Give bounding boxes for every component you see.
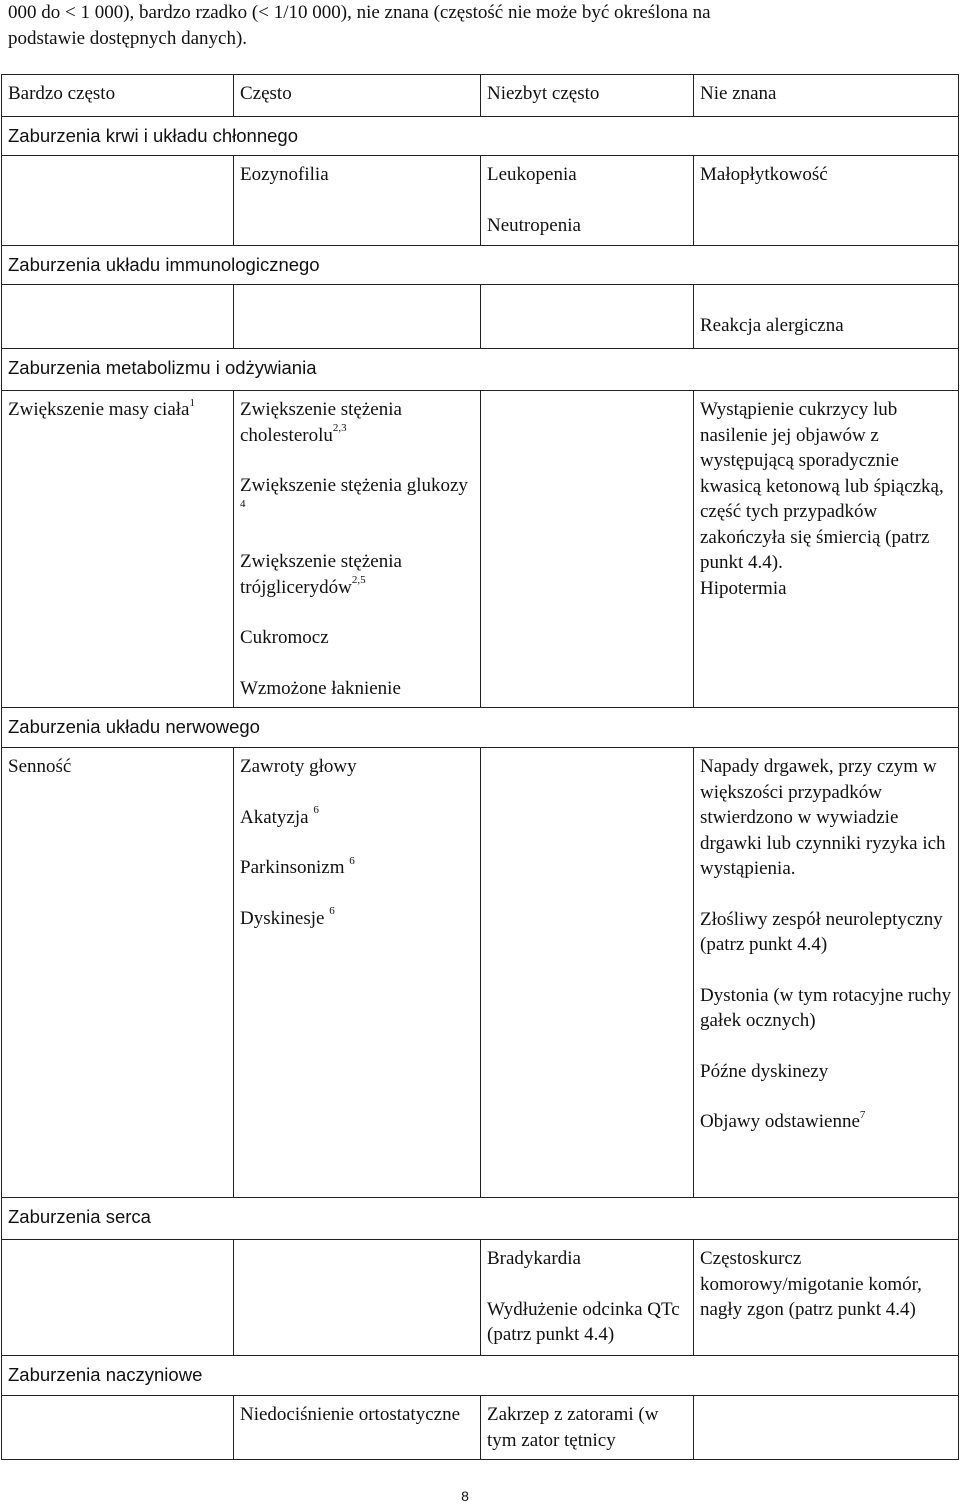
nervous-tardive-dyskinesia: Późne dyskinezy bbox=[700, 1060, 829, 1082]
immune-common-cell bbox=[234, 285, 481, 349]
table-row-cardiac bbox=[2, 1240, 959, 1356]
section-title-vascular: Zaburzenia naczyniowe bbox=[2, 1356, 959, 1396]
section-title-metabolism: Zaburzenia metabolizmu i odżywiania bbox=[2, 349, 959, 391]
header-unknown: Nie znana bbox=[694, 75, 959, 117]
vascular-uncommon-cell bbox=[481, 1396, 694, 1460]
cardiac-qtc: Wydłużenie odcinka QTc (patrz punkt 4.4) bbox=[487, 1298, 680, 1345]
cardiac-vf: Częstoskurcz komorowy/migotanie komór, nagły zgon (patrz punkt 4.4) bbox=[700, 1248, 922, 1320]
nervous-unknown-cell bbox=[694, 748, 959, 1198]
nervous-akathisia-text: Akatyzja bbox=[240, 806, 309, 828]
nervous-akathisia bbox=[240, 805, 476, 831]
nervous-withdrawal bbox=[700, 1109, 954, 1135]
vascular-orthostatic-hypotension: Niedociśnienie ortostatyczne bbox=[240, 1404, 461, 1425]
nervous-common-cell bbox=[234, 748, 481, 1198]
immune-allergic-reaction: Reakcja alergiczna bbox=[700, 314, 844, 336]
footnote-marker: 2,3 bbox=[332, 422, 347, 435]
metabolism-cholesterol-text: Zwiększenie stężenia cholesterolu bbox=[240, 399, 402, 446]
table-row-nervous bbox=[2, 748, 959, 1198]
footnote-marker: 6 bbox=[313, 804, 319, 817]
cardiac-bradycardia: Bradykardia bbox=[487, 1248, 581, 1269]
blood-neutropenia: Neutropenia bbox=[487, 214, 581, 236]
metabolism-triglycerides bbox=[240, 549, 476, 600]
nervous-withdrawal-text: Objawy odstawienne bbox=[700, 1111, 860, 1132]
nervous-parkinsonism-text: Parkinsonizm bbox=[240, 857, 345, 878]
immune-unknown-cell bbox=[694, 285, 959, 349]
nervous-uncommon-cell bbox=[481, 748, 694, 1198]
metabolism-weight-gain bbox=[8, 397, 229, 423]
section-title-blood: Zaburzenia krwi i układu chłonnego bbox=[2, 117, 959, 156]
intro-line-1: 000 do < 1 000), bardzo rzadko (< 1/10 000), nie znana (częstość nie może być określona na bbox=[8, 2, 711, 23]
metabolism-unknown-cell bbox=[694, 391, 959, 708]
vascular-unknown-cell bbox=[694, 1396, 959, 1460]
nervous-somnolence: Senność bbox=[8, 756, 72, 777]
table-row-blood bbox=[2, 156, 959, 246]
section-row-metabolism bbox=[2, 349, 959, 391]
metabolism-very-common-cell bbox=[2, 391, 234, 708]
nervous-parkinsonism bbox=[240, 855, 476, 881]
metabolism-triglycerides-text: Zwiększenie stężenia trójglicerydów bbox=[240, 551, 402, 598]
metabolism-weight-gain-text: Zwiększenie masy ciała bbox=[8, 399, 190, 420]
metabolism-uncommon-cell bbox=[481, 391, 694, 708]
table-row-immune bbox=[2, 285, 959, 349]
blood-leukopenia: Leukopenia bbox=[487, 164, 577, 185]
vascular-very-common-cell bbox=[2, 1396, 234, 1460]
nervous-dizziness: Zawroty głowy bbox=[240, 756, 357, 777]
blood-common-cell bbox=[234, 156, 481, 246]
table-row-metabolism bbox=[2, 391, 959, 708]
cardiac-unknown-cell bbox=[694, 1240, 959, 1356]
nervous-dyskinesia-text: Dyskinesje bbox=[240, 907, 325, 929]
footnote-marker: 4 bbox=[240, 498, 246, 511]
header-uncommon: Niezbyt często bbox=[481, 75, 694, 117]
metabolism-glucose-text: Zwiększenie stężenia glukozy bbox=[240, 475, 468, 496]
blood-uncommon-cell bbox=[481, 156, 694, 246]
immune-very-common-cell bbox=[2, 285, 234, 349]
metabolism-increased-appetite: Wzmożone łaknienie bbox=[240, 677, 401, 699]
cardiac-very-common-cell bbox=[2, 1240, 234, 1356]
section-title-nervous: Zaburzenia układu nerwowego bbox=[2, 708, 959, 748]
section-row-cardiac bbox=[2, 1198, 959, 1240]
nervous-dystonia: Dystonia (w tym rotacyjne ruchy gałek ocznych) bbox=[700, 984, 952, 1031]
metabolism-cholesterol bbox=[240, 397, 476, 448]
intro-text bbox=[8, 0, 948, 52]
vascular-thromboembolism: Zakrzep z zatorami (w tym zator tętnicy bbox=[487, 1404, 659, 1451]
cardiac-uncommon-cell bbox=[481, 1240, 694, 1356]
section-title-immune: Zaburzenia układu immunologicznego bbox=[2, 246, 959, 285]
header-common: Często bbox=[234, 75, 481, 117]
footnote-marker: 6 bbox=[329, 905, 335, 918]
blood-thrombocytopenia: Małopłytkowość bbox=[700, 164, 828, 185]
blood-unknown-cell bbox=[694, 156, 959, 246]
footnote-marker: 2,5 bbox=[351, 574, 366, 587]
header-very-common: Bardzo często bbox=[2, 75, 234, 117]
table-header-row bbox=[2, 75, 959, 117]
metabolism-diabetes: Wystąpienie cukrzycy lub nasilenie jej objawów z występującą sporadycznie kwasicą ketonową lub śpiączką, część tych przypadków zakończyła się śmiercią (patrz punkt 4.4). bbox=[700, 399, 944, 573]
section-row-vascular bbox=[2, 1356, 959, 1396]
footnote-marker: 7 bbox=[859, 1108, 866, 1121]
section-row-immune bbox=[2, 246, 959, 285]
page-number: 8 bbox=[461, 1488, 469, 1504]
adverse-reactions-table bbox=[1, 74, 959, 1460]
footnote-marker: 1 bbox=[189, 396, 195, 409]
nervous-very-common-cell bbox=[2, 748, 234, 1198]
blood-very-common-cell bbox=[2, 156, 234, 246]
section-row-blood bbox=[2, 117, 959, 156]
nervous-dyskinesia bbox=[240, 906, 476, 932]
metabolism-common-cell bbox=[234, 391, 481, 708]
blood-eosinophilia: Eozynofilia bbox=[240, 164, 329, 185]
vascular-common-cell bbox=[234, 1396, 481, 1460]
metabolism-hypothermia: Hipotermia bbox=[700, 577, 787, 599]
nervous-seizures: Napady drgawek, przy czym w większości przypadków stwierdzono w wywiadzie drgawki lub czynniki ryzyka ich wystąpienia. bbox=[700, 756, 946, 879]
metabolism-glycosuria: Cukromocz bbox=[240, 627, 329, 648]
footnote-marker: 6 bbox=[349, 854, 355, 867]
cardiac-common-cell bbox=[234, 1240, 481, 1356]
metabolism-glucose bbox=[240, 473, 476, 524]
intro-line-2: podstawie dostępnych danych). bbox=[8, 28, 248, 49]
section-title-cardiac: Zaburzenia serca bbox=[2, 1198, 959, 1240]
section-row-nervous bbox=[2, 708, 959, 748]
immune-uncommon-cell bbox=[481, 285, 694, 349]
table-row-vascular bbox=[2, 1396, 959, 1460]
nervous-nms: Złośliwy zespół neuroleptyczny (patrz punkt 4.4) bbox=[700, 908, 943, 955]
